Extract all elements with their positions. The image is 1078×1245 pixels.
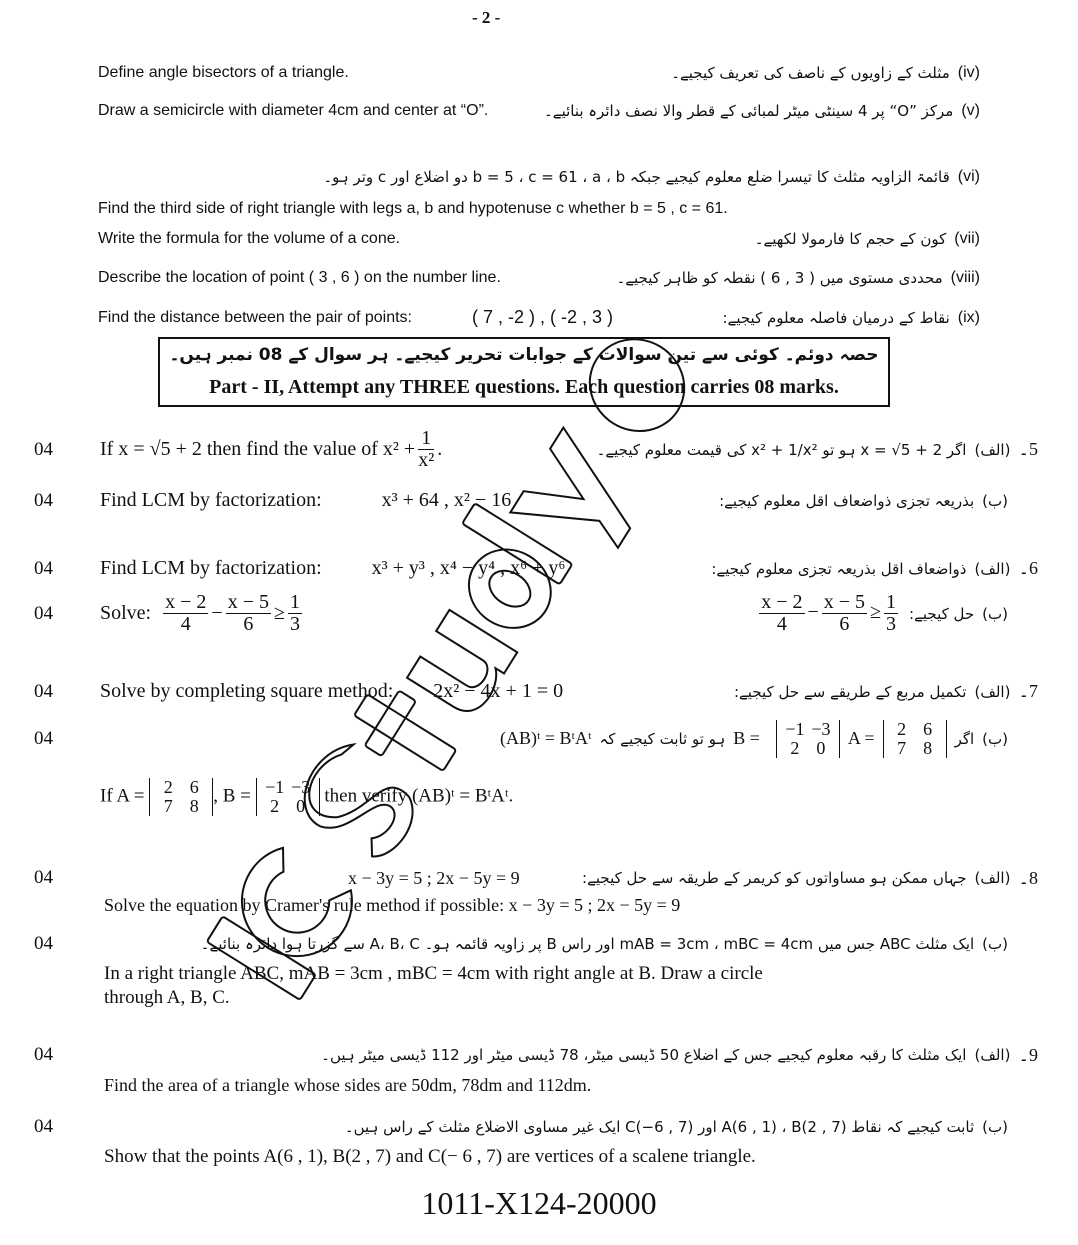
question-7a <box>34 680 1038 703</box>
fraction <box>226 592 271 635</box>
question-7a-ur: تکمیل مربع کے طریقے سے حل کیجیے: <box>733 682 967 701</box>
question-text-ur: قائمۃ الزاویہ مثلث کا تیسرا ضلع معلوم کیجیے جبکہ b = 5 ، c = 61 ، a ، b دو اضلاع اور c وتر ہو۔ <box>323 168 950 186</box>
question-text-en: Draw a semicircle with diameter 4cm and center at “O”. <box>98 102 489 119</box>
expression: 2x² − 4x + 1 = 0 <box>433 680 564 702</box>
operator: ≥ <box>870 601 882 624</box>
question-8a-en: Solve the equation by Cramer's rule method if possible: x − 3y = 5 ; 2x − 5y = 9 <box>104 895 681 915</box>
marks: 04 <box>34 438 53 460</box>
marks: 04 <box>34 933 53 954</box>
roman-numeral: (v) <box>961 102 980 119</box>
question-8b-ur: ایک مثلث ABC جس میں mAB = 3cm ، mBC = 4cm اور راس B پر زاویہ قائمہ ہو۔ A، B، C سے گزرتا ہوا دائرہ بنائیے۔ <box>200 935 975 953</box>
fraction <box>822 592 867 635</box>
marks: 04 <box>34 727 53 749</box>
denominator: 4 <box>180 613 191 635</box>
question-6b <box>34 592 1038 635</box>
denominator: 6 <box>243 613 254 635</box>
part-label: (الف) <box>974 1046 1011 1064</box>
paper-code: 1011-X124-20000 <box>421 1185 657 1221</box>
denominator: x² <box>418 449 435 471</box>
question-7a-en: Solve by completing square method: <box>100 680 394 702</box>
numerator: x − 5 <box>227 591 269 613</box>
question-number: 7۔ <box>1018 681 1038 701</box>
question-6b-ur: حل کیجیے: <box>909 604 975 623</box>
question-number: 8۔ <box>1018 867 1038 888</box>
question-6b-ur-expression <box>756 592 901 635</box>
matrix-b: −1 −3 2 0 <box>776 720 840 758</box>
numerator: x − 2 <box>165 591 207 613</box>
part-label: (الف) <box>974 559 1011 578</box>
question-number: 6۔ <box>1018 558 1038 578</box>
question-7b-ur-line <box>34 720 1038 758</box>
part-label: (ب) <box>982 604 1008 623</box>
points: ( 7 , -2 ) , ( -2 , 3 ) <box>471 307 614 327</box>
short-question-vi-ur <box>98 168 980 186</box>
expression: x − 3y = 5 ; 2x − 5y = 9 <box>348 867 520 888</box>
question-6a-ur: ذواضعاف اقل بذریعہ تجزی معلوم کیجیے: <box>711 559 967 578</box>
instructions-en: Part - II, Attempt any THREE questions. Each question carries 08 marks. <box>209 376 839 398</box>
relation: (AB)ᵗ = BᵗAᵗ <box>499 728 592 749</box>
matrix-a: 2 6 7 8 <box>883 720 947 758</box>
question-text-en: Define angle bisectors of a triangle. <box>98 64 349 81</box>
question-9b <box>34 1116 1038 1138</box>
question-number: 5۔ <box>1018 439 1038 459</box>
short-question-ix <box>98 307 980 328</box>
marks: 04 <box>34 1116 53 1137</box>
marks: 04 <box>34 557 53 579</box>
short-question-iv <box>98 64 980 82</box>
text: . <box>437 438 443 460</box>
part-label: (ب) <box>982 491 1008 510</box>
question-9a <box>34 1044 1038 1066</box>
roman-numeral: (vi) <box>957 168 980 185</box>
short-question-v <box>98 102 980 120</box>
expression: x³ + 64 , x² − 16 <box>381 489 512 511</box>
marks: 04 <box>34 680 53 702</box>
question-text-en: Write the formula for the volume of a cone. <box>98 230 401 247</box>
part-label: (الف) <box>974 869 1011 887</box>
short-question-vi-en <box>98 200 980 218</box>
question-6b-en: Solve: <box>100 602 152 624</box>
label: B = <box>733 728 760 749</box>
text: If A = <box>100 785 145 807</box>
roman-numeral: (iv) <box>957 64 980 81</box>
marks: 04 <box>34 602 53 624</box>
question-8b <box>34 933 1038 955</box>
question-number: 9۔ <box>1018 1044 1038 1065</box>
fraction <box>759 592 804 635</box>
question-8a-ur: جہاں ممکن ہو مساواتوں کو کریمر کے طریقہ سے حل کیجیے: <box>582 869 967 887</box>
matrix-b: −1 −3 2 0 <box>256 778 320 816</box>
question-8b-en-line1: In a right triangle ABC, mAB = 3cm , mBC = 4cm with right angle at B. Draw a circle <box>104 963 763 984</box>
part-label: (ب) <box>982 1118 1008 1136</box>
question-5a-en: If x = √5 + 2 then find the value of x² + <box>100 438 416 460</box>
question-text-ur: نقاط کے درمیان فاصلہ معلوم کیجیے: <box>722 308 950 327</box>
part-label: (الف) <box>974 682 1011 701</box>
question-text-en: Describe the location of point ( 3 , 6 ) on the number line. <box>98 269 501 286</box>
numerator: 1 <box>418 428 434 450</box>
question-text-ur: مرکز ”O“ پر 4 سینٹی میٹر لمبائی کے قطر والا نصف دائرہ بنائیے۔ <box>543 102 954 120</box>
numerator: x − 5 <box>823 591 866 613</box>
question-text-en: Find the distance between the pair of points: <box>98 308 412 326</box>
question-5b-en: Find LCM by factorization: <box>100 489 322 511</box>
denominator: 4 <box>776 613 787 635</box>
page-number: - 2 - <box>472 8 501 27</box>
question-9b-ur: ثابت کیجیے کہ نقاط A(6 , 1) ، B(2 , 7) اور C(−6 , 7) ایک غیر مساوی الاضلاع مثلث کے راس ہیں۔ <box>344 1118 975 1136</box>
expression: x³ + y³ , x⁴ − y⁴ , x⁶ + y⁶ <box>371 557 566 579</box>
question-5b-ur: بذریعہ تجزی ذواضعاف اقل معلوم کیجیے: <box>719 491 975 510</box>
question-9b-en: Show that the points A(6 , 1), B(2 , 7) and C(− 6 , 7) are vertices of a scalene triangle. <box>104 1146 756 1167</box>
numerator: 1 <box>289 591 300 613</box>
label: A = <box>847 728 875 749</box>
question-text-en: Find the third side of right triangle with legs a, b and hypotenuse c whether b = 5 , c = 61. <box>98 200 728 217</box>
short-question-viii <box>98 269 980 287</box>
matrix-a: 2 6 7 8 <box>149 778 213 816</box>
question-text-ur: محددی مستوی میں ( 3 , 6 ) نقطہ کو ظاہر کیجیے۔ <box>616 269 943 287</box>
roman-numeral: (viii) <box>950 269 980 286</box>
question-7b-en <box>100 778 513 816</box>
operator: ≥ <box>273 602 285 624</box>
question-8a <box>34 867 1038 889</box>
operator: − <box>211 602 223 624</box>
instructions-ur: حصہ دوئم۔ کوئی سے تین سوالات کے جوابات تحریر کیجیے۔ ہر سوال کے 08 نمبر ہیں۔ <box>169 345 879 365</box>
numerator: x − 2 <box>761 591 803 613</box>
text-ur: اگر <box>954 729 975 748</box>
fraction <box>288 592 302 635</box>
numerator: 1 <box>886 591 897 613</box>
question-6a <box>34 557 1038 580</box>
text: , B = <box>213 785 251 807</box>
marks: 04 <box>34 1044 53 1065</box>
fraction <box>418 428 434 471</box>
denominator: 6 <box>839 613 850 635</box>
part-label: (ب) <box>982 729 1008 748</box>
question-5b <box>34 489 1038 512</box>
roman-numeral: (vii) <box>954 230 980 247</box>
fraction <box>163 592 208 635</box>
part-label: (ب) <box>982 935 1008 953</box>
question-6a-en: Find LCM by factorization: <box>100 557 322 579</box>
question-5a-ur: اگر x = √5 + 2 ہو تو x² + 1/x² کی قیمت معلوم کیجیے۔ <box>596 440 967 459</box>
fraction <box>884 592 898 635</box>
denominator: 3 <box>289 613 300 635</box>
text: then verify (AB)ᵗ = BᵗAᵗ. <box>324 785 514 807</box>
denominator: 3 <box>886 613 897 635</box>
question-8b-en-line2: through A, B, C. <box>104 987 230 1008</box>
operator: − <box>807 601 819 624</box>
question-5a <box>34 428 1038 471</box>
roman-numeral: (ix) <box>957 308 980 326</box>
question-text-ur: کون کے حجم کا فارمولا لکھیے۔ <box>754 230 947 248</box>
short-question-vii <box>98 230 980 248</box>
marks: 04 <box>34 867 53 888</box>
part2-instructions-box <box>158 337 890 407</box>
text-ur: ہو تو ثابت کیجیے کہ <box>599 729 726 748</box>
question-9a-en: Find the area of a triangle whose sides are 50dm, 78dm and 112dm. <box>104 1075 592 1095</box>
question-text-ur: مثلث کے زاویوں کے ناصف کی تعریف کیجیے۔ <box>671 64 950 82</box>
marks: 04 <box>34 489 53 511</box>
question-9a-ur: ایک مثلث کا رقبہ معلوم کیجیے جس کے اضلاع 50 ڈیسی میٹر، 78 ڈیسی میٹر اور 112 ڈیسی میٹر ہیں۔ <box>321 1046 967 1064</box>
part-label: (الف) <box>974 440 1011 459</box>
